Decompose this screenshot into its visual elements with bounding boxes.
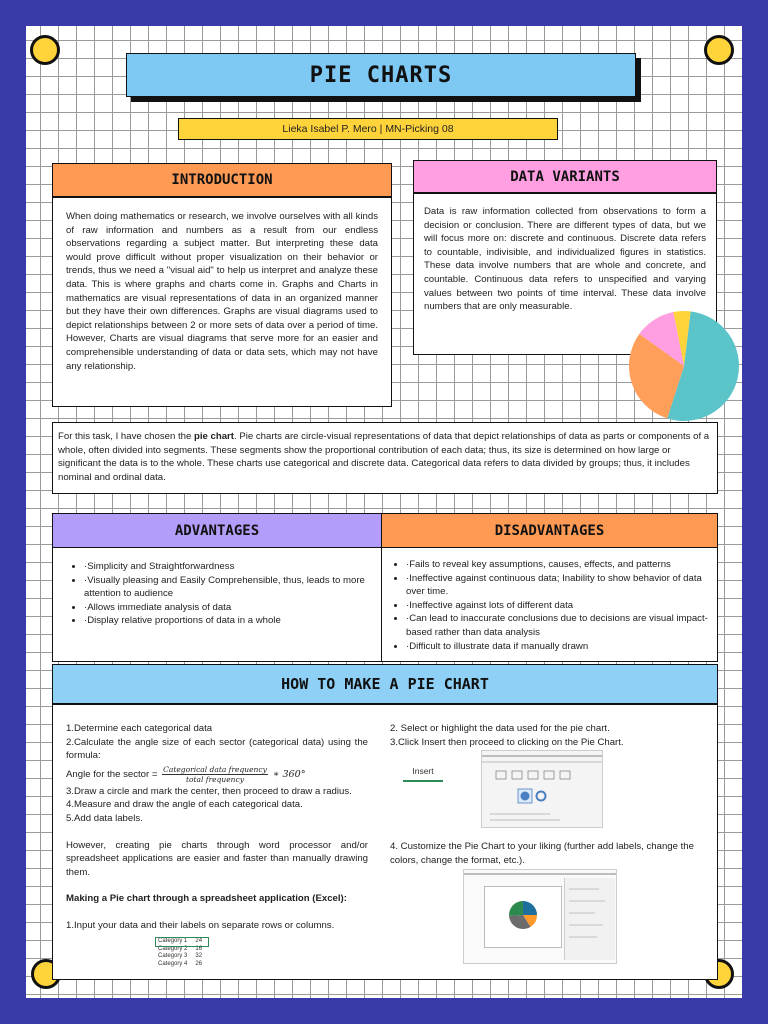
formula-fraction	[162, 765, 268, 784]
format-pane-line	[569, 888, 599, 890]
corner-dot-top-left	[30, 35, 60, 65]
disadvantages-item: • ·Can lead to inaccurate conclusions due to decisions are visual impact-based rather than data analysis	[406, 612, 714, 639]
howto-heading-text: HOW TO MAKE A PIE CHART	[281, 675, 489, 693]
formula-suffix: ∗ 360°	[269, 768, 306, 780]
format-pane-line	[569, 912, 595, 914]
excel-heading: Making a Pie chart through a spreadsheet application (Excel):	[66, 893, 347, 905]
mini-pie-slice	[509, 901, 523, 916]
format-pane-line	[569, 924, 603, 926]
step-3: 3.Draw a circle and mark the center, then proceed to draw a radius.	[66, 785, 352, 797]
table-row	[156, 938, 208, 946]
introduction-text: When doing mathematics or research, we involve ourselves with all kinds of raw information and numbers as a result from our endless observations regarding a subject matter. But interpreting these data would prove difficult without proper visualization on their behavior or trends, thus we need a "visual aid" to help us interpret and analyze these data. This is where graphs and charts come in. Graphs and Charts in mathematics are visual representations of data in an organized manner but they have their own differences. Graphs are visual diagrams used to depict relationships between 2 or more sets of data over a period of time. However, Charts are visual diagrams that serve more for an easier and comprehensible understanding of data or data sets, which may not have any relationship.	[66, 211, 378, 372]
ribbon-bar	[482, 761, 602, 763]
task-text	[58, 430, 714, 484]
table-cell-label: Category 1	[158, 938, 188, 944]
advantages-item: • ·Display relative proportions of data in a whole	[84, 614, 374, 628]
formula-denominator: total frequency	[186, 774, 244, 784]
table-row	[156, 961, 208, 969]
task-text-before: For this task, I have chosen the	[58, 431, 194, 442]
disadvantages-heading	[381, 513, 718, 548]
table-cell-label: Category 2	[158, 945, 188, 952]
excel-customize-screenshot	[463, 869, 617, 964]
disadvantages-heading-text: DISADVANTAGES	[494, 522, 605, 539]
introduction-heading-text: INTRODUCTION	[171, 172, 273, 188]
mini-pie-thumbnail	[485, 887, 561, 947]
table-cell-label: Category 3	[158, 953, 188, 960]
task-text-after: . Pie charts are circle-visual representations of data that depict relationships of data as parts or components of a whole, often divided into segments. These segments show the proportional contribution of each data; thus, its size is determined on how large or significant the data is to the whole. These charts use categorical and discrete data. Categorical data refers to data divided by groups; thus, it includes nominal and ordinal data.	[58, 431, 710, 483]
table-cell-value: 26	[195, 960, 203, 967]
disadvantages-list	[384, 558, 714, 653]
however-text: However, creating pie charts through word processor and/or spreadsheet applications are easier and faster than manually drawing them.	[66, 839, 368, 878]
step-4: 4.Measure and draw the angle of each categorical data.	[66, 799, 303, 811]
advantages-list-container	[62, 560, 374, 628]
insert-tab-label: Insert	[412, 766, 434, 776]
formula	[66, 765, 368, 784]
page-title-text: PIE CHARTS	[309, 62, 453, 88]
corner-dot-top-right	[704, 35, 734, 65]
author-banner	[178, 118, 558, 140]
excel-ribbon-screenshot	[481, 750, 603, 828]
ribbon-bar	[482, 755, 602, 757]
chart-area-thumbnail	[484, 886, 562, 948]
step-1: 1.Determine each categorical data	[66, 723, 213, 734]
mini-pie-slice	[523, 901, 537, 915]
page-title	[126, 53, 636, 97]
table-row	[156, 946, 208, 954]
ribbon-bar	[490, 819, 560, 821]
step-2: 2.Calculate the angle size of each sector (categorical data) using the formula:	[66, 736, 368, 762]
excel-step-3: 3.Click Insert then proceed to clicking on the Pie Chart.	[390, 736, 624, 748]
table-cell-value: 32	[195, 953, 203, 960]
howto-heading	[52, 664, 718, 704]
advantages-heading-text: ADVANTAGES	[174, 522, 260, 539]
format-pane-line	[569, 900, 605, 902]
insert-tab-thumbnail	[403, 764, 443, 782]
data-variants-text: Data is raw information collected from observations to form a decision or conclusion. There are different types of data, but we will focus more on: discrete and continuous. Discrete data refers to countable, indivisible, and individualized figures in statistics. These data involve numbers that are whole and concrete, and countable. Continuous data refers to unspecified and varying values between two points of time interval. These data involve numbers that are only measurable.	[424, 206, 706, 313]
disadvantages-item: • ·Ineffective against lots of different data	[406, 599, 714, 613]
excel-step-2: 2. Select or highlight the data used for the pie chart.	[390, 723, 610, 734]
excel-step-1: 1.Input your data and their labels on separate rows or columns.	[66, 919, 335, 931]
category-data-table	[156, 938, 208, 968]
data-variants-heading-text: DATA VARIANTS	[510, 168, 620, 185]
disadvantages-item: • ·Difficult to illustrate data if manually drawn	[406, 640, 714, 654]
format-pane-thumbnail	[564, 878, 615, 960]
excel-step-4: 4. Customize the Pie Chart to your liking (further add labels, change the colors, change the format, etc.).	[390, 841, 694, 866]
disadvantages-item: • ·Ineffective against continuous data; Inability to show behavior of data over time.	[406, 572, 714, 599]
data-variants-heading	[413, 160, 717, 193]
ribbon-bar	[490, 813, 550, 815]
formula-prefix: Angle for the sector =	[66, 768, 161, 780]
table-cell-value: 24	[195, 938, 203, 944]
task-text-bold: pie chart	[193, 431, 234, 442]
disadvantages-list-container	[384, 558, 714, 653]
advantages-heading	[52, 513, 382, 548]
decorative-pie-chart	[625, 308, 743, 426]
table-cell-label: Category 4	[158, 960, 188, 967]
ribbon-bar	[464, 873, 616, 875]
advantages-item: • ·Simplicity and Straightforwardness	[84, 560, 374, 574]
disadvantages-item: • ·Fails to reveal key assumptions, causes, effects, and patterns	[406, 558, 714, 572]
advantages-item: • ·Allows immediate analysis of data	[84, 601, 374, 615]
chart-type-icons	[482, 767, 603, 807]
formula-numerator: Categorical data frequency	[163, 764, 267, 774]
advantages-list	[62, 560, 374, 628]
advantages-item: • ·Visually pleasing and Easily Comprehensible, thus, leads to more attention to audience	[84, 574, 374, 601]
step-5: 5.Add data labels.	[66, 812, 143, 824]
howto-steps-right	[390, 722, 706, 749]
introduction-heading	[52, 163, 392, 197]
author-text: Lieka Isabel P. Mero | MN-Picking 08	[282, 123, 454, 135]
format-pane-line	[569, 936, 597, 938]
table-row	[156, 953, 208, 961]
howto-steps-left	[66, 722, 368, 933]
table-cell-value: 16	[195, 945, 203, 952]
